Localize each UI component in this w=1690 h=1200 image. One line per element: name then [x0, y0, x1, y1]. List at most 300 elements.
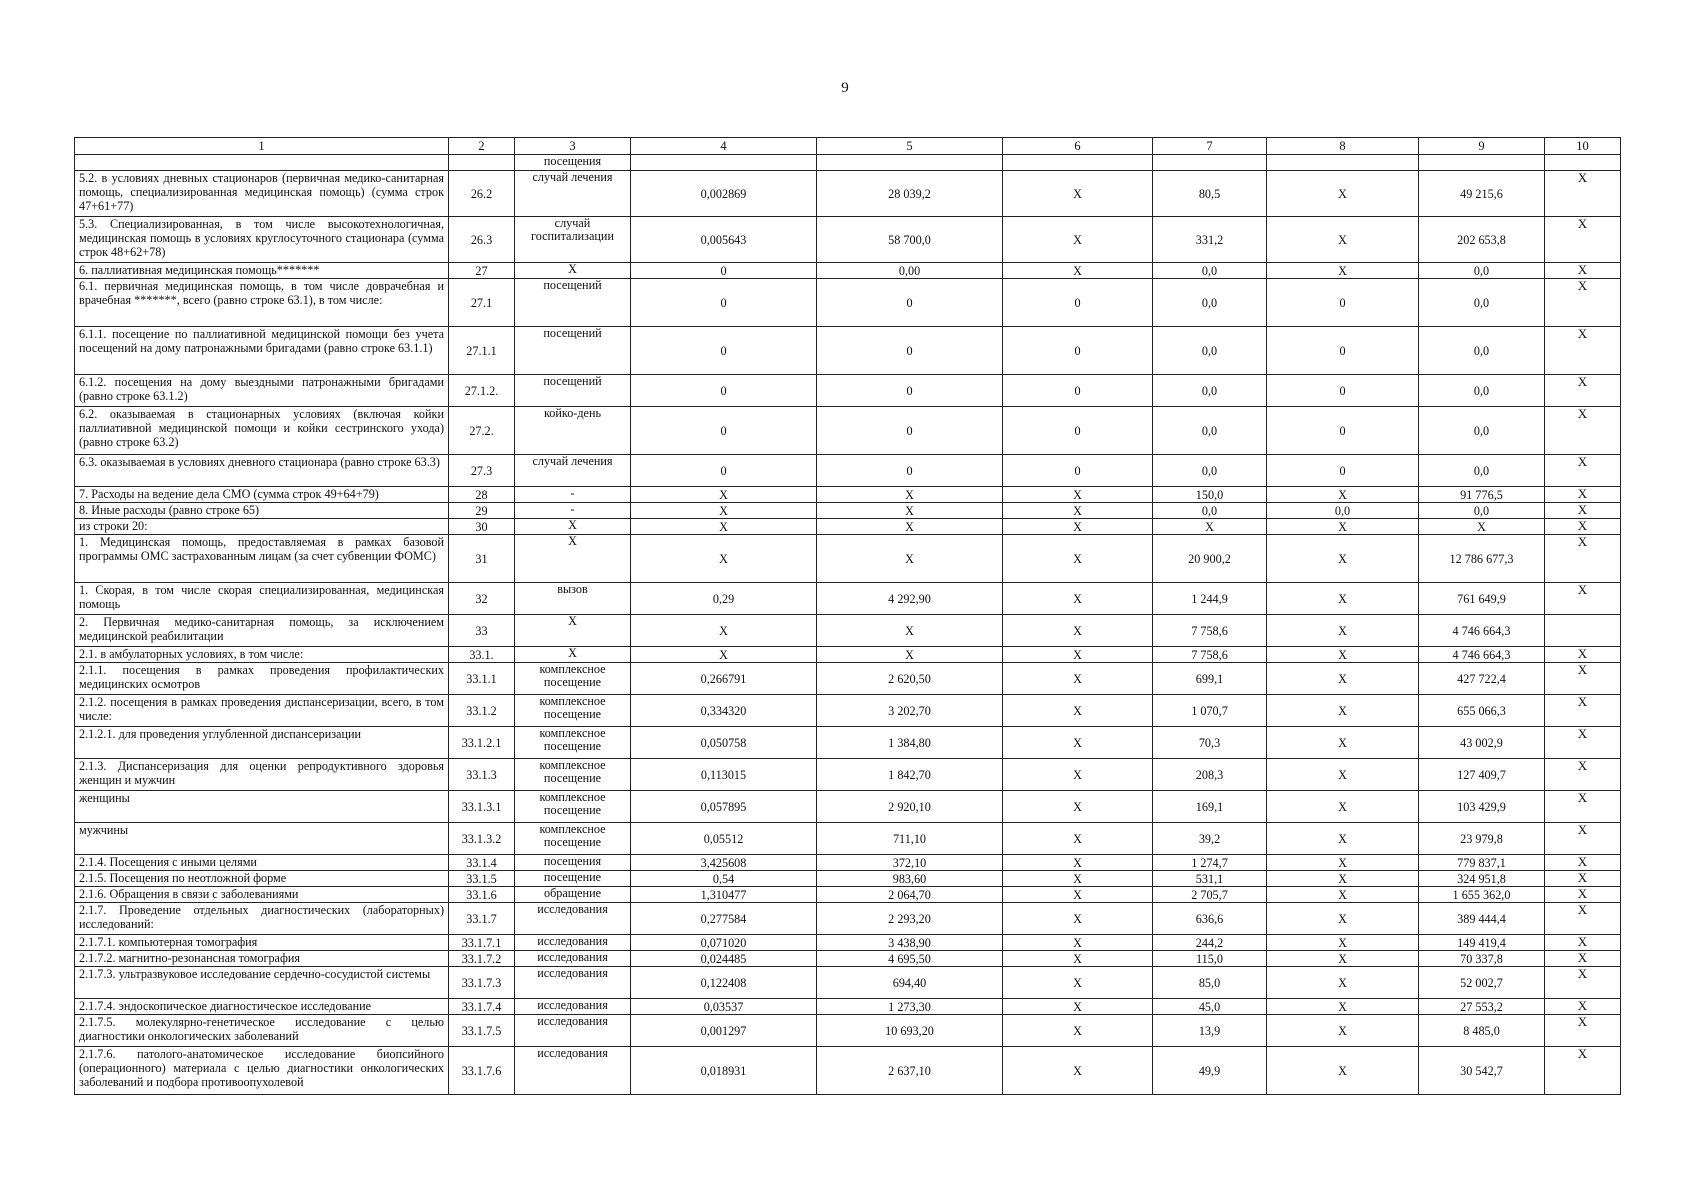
unit-cell: - — [515, 487, 631, 503]
value-cell-7: 0,0 — [1153, 455, 1267, 487]
value-cell-8: X — [1267, 695, 1419, 727]
unit-cell: комплексное посещение — [515, 695, 631, 727]
row-code-cell: 33.1.6 — [449, 887, 515, 903]
row-name-cell: 2.1.7.6. патолого-анатомическое исследование биопсийного (операционного) материала с целью диагностики онкологических заболеваний и подбора противоопухолевой — [75, 1047, 449, 1095]
row-name-cell: 8. Иные расходы (равно строке 65) — [75, 503, 449, 519]
unit-cell: исследования — [515, 951, 631, 967]
value-cell-10: X — [1545, 217, 1621, 263]
value-cell-7: 0,0 — [1153, 327, 1267, 375]
table-row — [75, 615, 1621, 647]
value-cell-6: X — [1003, 1015, 1153, 1047]
row-code-cell: 33.1.7.1 — [449, 935, 515, 951]
table-row — [75, 791, 1621, 823]
value-cell-7: 0,0 — [1153, 407, 1267, 455]
row-code-cell: 32 — [449, 583, 515, 615]
value-cell-7: 699,1 — [1153, 663, 1267, 695]
row-name-cell: 2.1. в амбулаторных условиях, в том числе: — [75, 647, 449, 663]
value-cell-5: 4 292,90 — [817, 583, 1003, 615]
value-cell-10: X — [1545, 647, 1621, 663]
unit-cell: исследования — [515, 967, 631, 999]
row-name-cell: 2.1.7.2. магнитно-резонансная томография — [75, 951, 449, 967]
value-cell-8: X — [1267, 999, 1419, 1015]
value-cell-10: X — [1545, 407, 1621, 455]
unit-cell: X — [515, 647, 631, 663]
row-code-cell: 33 — [449, 615, 515, 647]
value-cell-5: 3 202,70 — [817, 695, 1003, 727]
column-number-row — [75, 138, 1621, 155]
value-cell-7: 39,2 — [1153, 823, 1267, 855]
value-cell-4: 0,29 — [631, 583, 817, 615]
value-cell-6: 0 — [1003, 455, 1153, 487]
table-row — [75, 823, 1621, 855]
column-number: 6 — [1003, 138, 1153, 155]
value-cell-10 — [1545, 615, 1621, 647]
table-row — [75, 967, 1621, 999]
value-cell-8: 0 — [1267, 407, 1419, 455]
row-code-cell: 33.1.7.4 — [449, 999, 515, 1015]
table-row — [75, 935, 1621, 951]
table-row — [75, 999, 1621, 1015]
value-cell-9: 0,0 — [1419, 407, 1545, 455]
column-number: 9 — [1419, 138, 1545, 155]
column-number: 5 — [817, 138, 1003, 155]
value-cell-9: 70 337,8 — [1419, 951, 1545, 967]
value-cell-5: 0 — [817, 375, 1003, 407]
row-code-cell: 33.1.2.1 — [449, 727, 515, 759]
row-name-cell: 6. паллиативная медицинская помощь******* — [75, 263, 449, 279]
value-cell-6: X — [1003, 791, 1153, 823]
value-cell-6: 0 — [1003, 279, 1153, 327]
value-cell-5: 2 920,10 — [817, 791, 1003, 823]
row-code-cell: 26.2 — [449, 171, 515, 217]
value-cell-8: X — [1267, 171, 1419, 217]
column-number: 10 — [1545, 138, 1621, 155]
column-number: 3 — [515, 138, 631, 155]
value-cell-5: X — [817, 487, 1003, 503]
unit-cell: посещения — [515, 855, 631, 871]
row-name-cell: 2.1.4. Посещения с иными целями — [75, 855, 449, 871]
row-code-cell: 27.1.2. — [449, 375, 515, 407]
value-cell-9: 103 429,9 — [1419, 791, 1545, 823]
value-cell-9: 4 746 664,3 — [1419, 647, 1545, 663]
value-cell-4: X — [631, 503, 817, 519]
value-cell-4: 0 — [631, 327, 817, 375]
value-cell-8: X — [1267, 535, 1419, 583]
value-cell-10: X — [1545, 327, 1621, 375]
value-cell-4: 0 — [631, 407, 817, 455]
value-cell-5: 0 — [817, 455, 1003, 487]
value-cell-7: 1 070,7 — [1153, 695, 1267, 727]
unit-cell: случай лечения — [515, 455, 631, 487]
row-code-cell: 27.1 — [449, 279, 515, 327]
value-cell-4: 0,54 — [631, 871, 817, 887]
value-cell-6: X — [1003, 935, 1153, 951]
row-code-cell: 26.3 — [449, 217, 515, 263]
row-name-cell: 7. Расходы на ведение дела СМО (сумма строк 49+64+79) — [75, 487, 449, 503]
value-cell-4: X — [631, 647, 817, 663]
value-cell-8: X — [1267, 759, 1419, 791]
column-number: 8 — [1267, 138, 1419, 155]
value-cell-4: 0,334320 — [631, 695, 817, 727]
table-row — [75, 171, 1621, 217]
value-cell-8: X — [1267, 871, 1419, 887]
value-cell-5: 694,40 — [817, 967, 1003, 999]
value-cell-4: 0 — [631, 279, 817, 327]
value-cell-6: X — [1003, 999, 1153, 1015]
value-cell-6: X — [1003, 171, 1153, 217]
value-cell-4: 0,001297 — [631, 1015, 817, 1047]
value-cell-4: X — [631, 487, 817, 503]
value-cell-9: 0,0 — [1419, 263, 1545, 279]
value-cell-9: 30 542,7 — [1419, 1047, 1545, 1095]
value-cell-8: 0 — [1267, 455, 1419, 487]
value-cell-6: X — [1003, 519, 1153, 535]
value-cell-8: X — [1267, 663, 1419, 695]
value-cell-7: 49,9 — [1153, 1047, 1267, 1095]
value-cell-5: 58 700,0 — [817, 217, 1003, 263]
value-cell-8: X — [1267, 727, 1419, 759]
row-name-cell: 2.1.2. посещения в рамках проведения диспансеризации, всего, в том числе: — [75, 695, 449, 727]
value-cell-7 — [1153, 155, 1267, 171]
value-cell-7: 1 274,7 — [1153, 855, 1267, 871]
value-cell-6: X — [1003, 759, 1153, 791]
row-name-cell: 1. Скорая, в том числе скорая специализированная, медицинская помощь — [75, 583, 449, 615]
value-cell-5: 2 637,10 — [817, 1047, 1003, 1095]
table-row — [75, 871, 1621, 887]
value-cell-4 — [631, 155, 817, 171]
value-cell-6: X — [1003, 871, 1153, 887]
row-code-cell: 33.1.7.6 — [449, 1047, 515, 1095]
table-row — [75, 887, 1621, 903]
value-cell-7: 85,0 — [1153, 967, 1267, 999]
row-code-cell: 27.1.1 — [449, 327, 515, 375]
row-code-cell: 27.3 — [449, 455, 515, 487]
row-code-cell — [449, 155, 515, 171]
value-cell-8: X — [1267, 791, 1419, 823]
value-cell-6: X — [1003, 503, 1153, 519]
table-row — [75, 951, 1621, 967]
value-cell-5: 1 384,80 — [817, 727, 1003, 759]
table-row — [75, 455, 1621, 487]
value-cell-9: 8 485,0 — [1419, 1015, 1545, 1047]
unit-cell: комплексное посещение — [515, 759, 631, 791]
table-row — [75, 903, 1621, 935]
value-cell-6: X — [1003, 967, 1153, 999]
unit-cell: исследования — [515, 935, 631, 951]
value-cell-8: X — [1267, 1015, 1419, 1047]
value-cell-10: X — [1545, 935, 1621, 951]
value-cell-4: 0,071020 — [631, 935, 817, 951]
value-cell-6: X — [1003, 535, 1153, 583]
unit-cell: посещений — [515, 279, 631, 327]
column-number: 1 — [75, 138, 449, 155]
value-cell-10: X — [1545, 279, 1621, 327]
value-cell-4: 0 — [631, 375, 817, 407]
value-cell-10: X — [1545, 903, 1621, 935]
value-cell-10: X — [1545, 791, 1621, 823]
value-cell-4: 0,113015 — [631, 759, 817, 791]
table-row — [75, 263, 1621, 279]
value-cell-5: 3 438,90 — [817, 935, 1003, 951]
value-cell-5: 983,60 — [817, 871, 1003, 887]
value-cell-7: X — [1153, 519, 1267, 535]
value-cell-8 — [1267, 155, 1419, 171]
value-cell-9: 389 444,4 — [1419, 903, 1545, 935]
value-cell-10: X — [1545, 519, 1621, 535]
table-row — [75, 759, 1621, 791]
row-name-cell: 2. Первичная медико-санитарная помощь, за исключением медицинской реабилитации — [75, 615, 449, 647]
unit-cell: вызов — [515, 583, 631, 615]
row-code-cell: 33.1.3.2 — [449, 823, 515, 855]
value-cell-6: 0 — [1003, 327, 1153, 375]
value-cell-5: 0,00 — [817, 263, 1003, 279]
value-cell-7: 45,0 — [1153, 999, 1267, 1015]
value-cell-7: 244,2 — [1153, 935, 1267, 951]
value-cell-4: X — [631, 615, 817, 647]
value-cell-4: 0,057895 — [631, 791, 817, 823]
table-row — [75, 727, 1621, 759]
value-cell-9: 52 002,7 — [1419, 967, 1545, 999]
value-cell-4: 0 — [631, 455, 817, 487]
unit-cell: X — [515, 519, 631, 535]
value-cell-10: X — [1545, 759, 1621, 791]
value-cell-10: X — [1545, 503, 1621, 519]
value-cell-5 — [817, 155, 1003, 171]
unit-cell: - — [515, 503, 631, 519]
unit-cell: случай госпитализации — [515, 217, 631, 263]
table-row — [75, 487, 1621, 503]
value-cell-10: X — [1545, 855, 1621, 871]
row-name-cell: 2.1.3. Диспансеризация для оценки репродуктивного здоровья женщин и мужчин — [75, 759, 449, 791]
table-row — [75, 155, 1621, 171]
value-cell-10: X — [1545, 1015, 1621, 1047]
value-cell-4: 0,005643 — [631, 217, 817, 263]
value-cell-6: X — [1003, 1047, 1153, 1095]
value-cell-8: 0 — [1267, 375, 1419, 407]
row-code-cell: 28 — [449, 487, 515, 503]
value-cell-6: X — [1003, 903, 1153, 935]
row-code-cell: 33.1.4 — [449, 855, 515, 871]
value-cell-8: X — [1267, 951, 1419, 967]
value-cell-7: 13,9 — [1153, 1015, 1267, 1047]
value-cell-8: 0 — [1267, 327, 1419, 375]
value-cell-10: X — [1545, 263, 1621, 279]
unit-cell: посещений — [515, 375, 631, 407]
value-cell-7: 0,0 — [1153, 375, 1267, 407]
table-row — [75, 407, 1621, 455]
value-cell-7: 169,1 — [1153, 791, 1267, 823]
value-cell-7: 70,3 — [1153, 727, 1267, 759]
value-cell-9: 1 655 362,0 — [1419, 887, 1545, 903]
value-cell-9: 0,0 — [1419, 279, 1545, 327]
value-cell-9 — [1419, 155, 1545, 171]
value-cell-9: 761 649,9 — [1419, 583, 1545, 615]
unit-cell: койко-день — [515, 407, 631, 455]
value-cell-6: X — [1003, 663, 1153, 695]
value-cell-5: 0 — [817, 407, 1003, 455]
value-cell-7: 0,0 — [1153, 279, 1267, 327]
value-cell-7: 20 900,2 — [1153, 535, 1267, 583]
value-cell-6: 0 — [1003, 407, 1153, 455]
value-cell-6: X — [1003, 855, 1153, 871]
value-cell-5: X — [817, 535, 1003, 583]
table-row — [75, 1047, 1621, 1095]
value-cell-7: 531,1 — [1153, 871, 1267, 887]
value-cell-5: 10 693,20 — [817, 1015, 1003, 1047]
table-row — [75, 695, 1621, 727]
unit-cell: X — [515, 263, 631, 279]
row-name-cell: 6.2. оказываемая в стационарных условиях (включая койки паллиативной медицинской помощи и койки сестринского ухода) (равно строке 63.2) — [75, 407, 449, 455]
value-cell-8: 0,0 — [1267, 503, 1419, 519]
column-number: 2 — [449, 138, 515, 155]
value-cell-9: 91 776,5 — [1419, 487, 1545, 503]
table-row — [75, 855, 1621, 871]
value-cell-8: X — [1267, 615, 1419, 647]
row-name-cell: 2.1.5. Посещения по неотложной форме — [75, 871, 449, 887]
value-cell-10: X — [1545, 999, 1621, 1015]
value-cell-9: 0,0 — [1419, 455, 1545, 487]
value-cell-6: X — [1003, 647, 1153, 663]
row-name-cell: 5.2. в условиях дневных стационаров (первичная медико-санитарная помощь, специализированная медицинская помощь) (сумма строк 47+61+77) — [75, 171, 449, 217]
value-cell-7: 331,2 — [1153, 217, 1267, 263]
value-cell-6: X — [1003, 583, 1153, 615]
row-code-cell: 31 — [449, 535, 515, 583]
value-cell-8: X — [1267, 967, 1419, 999]
value-cell-9: 0,0 — [1419, 327, 1545, 375]
value-cell-6: X — [1003, 727, 1153, 759]
value-cell-8: X — [1267, 855, 1419, 871]
table-row — [75, 663, 1621, 695]
table-row — [75, 519, 1621, 535]
value-cell-4: X — [631, 535, 817, 583]
value-cell-7: 208,3 — [1153, 759, 1267, 791]
row-code-cell: 29 — [449, 503, 515, 519]
value-cell-8: X — [1267, 519, 1419, 535]
value-cell-7: 0,0 — [1153, 263, 1267, 279]
column-number: 4 — [631, 138, 817, 155]
row-name-cell: мужчины — [75, 823, 449, 855]
value-cell-4: 0,03537 — [631, 999, 817, 1015]
value-cell-9: 127 409,7 — [1419, 759, 1545, 791]
data-table — [74, 137, 1621, 1095]
value-cell-8: 0 — [1267, 279, 1419, 327]
value-cell-6: X — [1003, 217, 1153, 263]
row-code-cell: 33.1. — [449, 647, 515, 663]
row-name-cell: 6.1.1. посещение по паллиативной медицинской помощи без учета посещений на дому патронажными бригадами (равно строке 63.1.1) — [75, 327, 449, 375]
unit-cell: комплексное посещение — [515, 791, 631, 823]
value-cell-9: 427 722,4 — [1419, 663, 1545, 695]
table-row — [75, 503, 1621, 519]
row-name-cell: 2.1.7.1. компьютерная томография — [75, 935, 449, 951]
value-cell-4: 0,002869 — [631, 171, 817, 217]
row-name-cell: женщины — [75, 791, 449, 823]
value-cell-6: X — [1003, 951, 1153, 967]
value-cell-9: 27 553,2 — [1419, 999, 1545, 1015]
value-cell-4: 0,018931 — [631, 1047, 817, 1095]
value-cell-8: X — [1267, 903, 1419, 935]
value-cell-5: 0 — [817, 327, 1003, 375]
value-cell-8: X — [1267, 217, 1419, 263]
row-name-cell: 6.1.2. посещения на дому выездными патронажными бригадами (равно строке 63.1.2) — [75, 375, 449, 407]
row-name-cell: из строки 20: — [75, 519, 449, 535]
value-cell-7: 636,6 — [1153, 903, 1267, 935]
unit-cell: исследования — [515, 903, 631, 935]
row-name-cell: 2.1.2.1. для проведения углубленной диспансеризации — [75, 727, 449, 759]
value-cell-10: X — [1545, 887, 1621, 903]
value-cell-5: 28 039,2 — [817, 171, 1003, 217]
page-number: 9 — [841, 80, 849, 96]
value-cell-10: X — [1545, 535, 1621, 583]
value-cell-9: 202 653,8 — [1419, 217, 1545, 263]
value-cell-6: X — [1003, 487, 1153, 503]
row-code-cell: 33.1.7 — [449, 903, 515, 935]
row-name-cell: 5.3. Специализированная, в том числе высокотехнологичная, медицинская помощь в условиях круглосуточного стационара (сумма строк 48+62+78) — [75, 217, 449, 263]
row-name-cell: 2.1.7.3. ультразвуковое исследование сердечно-сосудистой системы — [75, 967, 449, 999]
unit-cell: посещение — [515, 871, 631, 887]
row-code-cell: 33.1.5 — [449, 871, 515, 887]
row-name-cell: 2.1.7.5. молекулярно-генетическое исследование с целью диагностики онкологических заболеваний — [75, 1015, 449, 1047]
table-row — [75, 279, 1621, 327]
unit-cell: посещений — [515, 327, 631, 375]
value-cell-4: 1,310477 — [631, 887, 817, 903]
value-cell-5: 4 695,50 — [817, 951, 1003, 967]
value-cell-7: 1 244,9 — [1153, 583, 1267, 615]
row-code-cell: 33.1.7.2 — [449, 951, 515, 967]
value-cell-5: 711,10 — [817, 823, 1003, 855]
unit-cell: X — [515, 535, 631, 583]
row-code-cell: 33.1.7.3 — [449, 967, 515, 999]
value-cell-7: 7 758,6 — [1153, 647, 1267, 663]
value-cell-9: 4 746 664,3 — [1419, 615, 1545, 647]
unit-cell: исследования — [515, 999, 631, 1015]
value-cell-10: X — [1545, 487, 1621, 503]
value-cell-10: X — [1545, 375, 1621, 407]
unit-cell: исследования — [515, 1015, 631, 1047]
value-cell-9: 779 837,1 — [1419, 855, 1545, 871]
value-cell-8: X — [1267, 263, 1419, 279]
row-code-cell: 33.1.1 — [449, 663, 515, 695]
row-code-cell: 27 — [449, 263, 515, 279]
value-cell-6: 0 — [1003, 375, 1153, 407]
unit-cell: X — [515, 615, 631, 647]
value-cell-10: X — [1545, 1047, 1621, 1095]
value-cell-10: X — [1545, 583, 1621, 615]
table-row — [75, 535, 1621, 583]
value-cell-9: 0,0 — [1419, 375, 1545, 407]
table-row — [75, 647, 1621, 663]
row-name-cell — [75, 155, 449, 171]
value-cell-5: 0 — [817, 279, 1003, 327]
value-cell-4: 0,024485 — [631, 951, 817, 967]
value-cell-9: 655 066,3 — [1419, 695, 1545, 727]
table-row — [75, 1015, 1621, 1047]
value-cell-4: 3,425608 — [631, 855, 817, 871]
value-cell-10: X — [1545, 823, 1621, 855]
value-cell-4: 0,05512 — [631, 823, 817, 855]
value-cell-7: 0,0 — [1153, 503, 1267, 519]
row-name-cell: 6.3. оказываемая в условиях дневного стационара (равно строке 63.3) — [75, 455, 449, 487]
value-cell-5: X — [817, 519, 1003, 535]
value-cell-10: X — [1545, 967, 1621, 999]
value-cell-9: 12 786 677,3 — [1419, 535, 1545, 583]
value-cell-10: X — [1545, 171, 1621, 217]
table-row — [75, 217, 1621, 263]
value-cell-10: X — [1545, 951, 1621, 967]
row-code-cell: 27.2. — [449, 407, 515, 455]
row-name-cell: 2.1.7.4. эндоскопическое диагностическое исследование — [75, 999, 449, 1015]
value-cell-7: 7 758,6 — [1153, 615, 1267, 647]
row-name-cell: 6.1. первичная медицинская помощь, в том числе доврачебная и врачебная *******, всего (равно строке 63.1), в том числе: — [75, 279, 449, 327]
